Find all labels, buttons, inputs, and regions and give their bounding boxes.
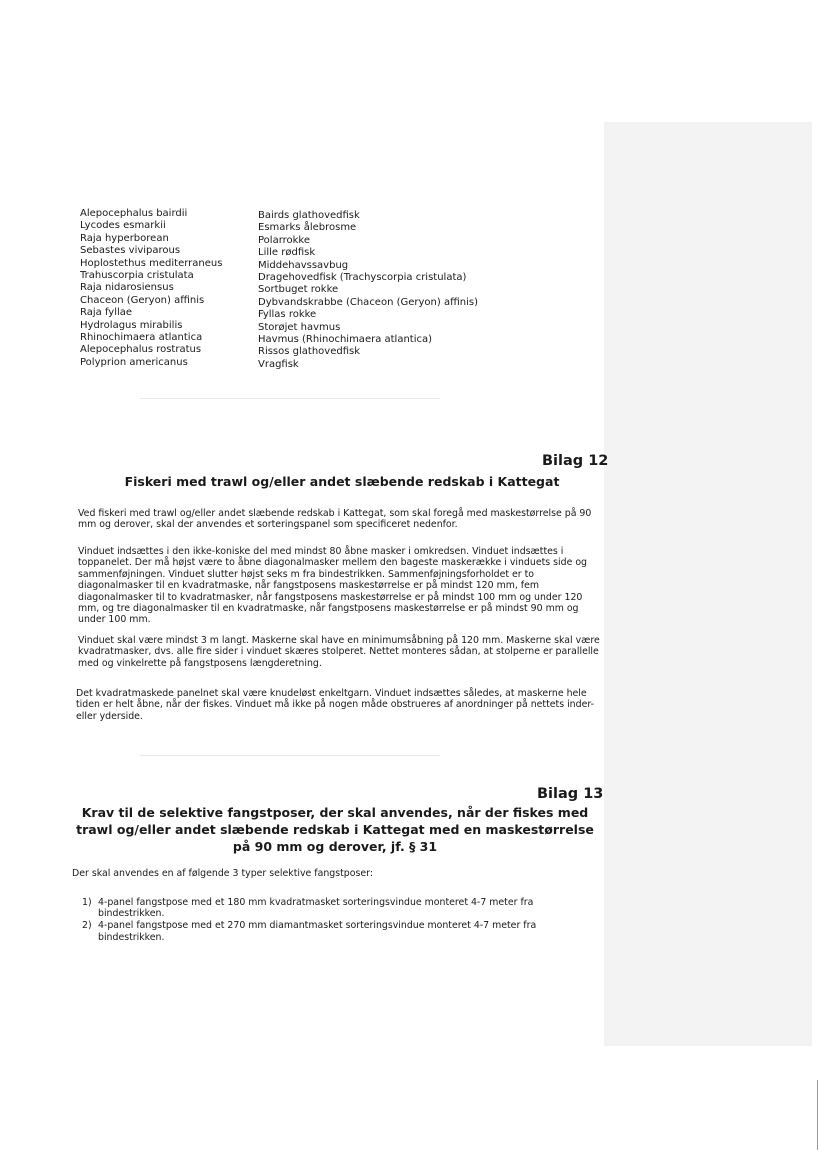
- danish-name: Rissos glathovedfisk: [258, 346, 361, 358]
- danish-name: Middehavssavbug: [258, 259, 349, 271]
- latin-name: Rhinochimaera atlantica: [80, 332, 203, 344]
- divider: [140, 755, 440, 756]
- latin-name: Raja fyllae: [80, 307, 133, 319]
- bilag-12-paragraph-3: Vinduet skal være mindst 3 m langt. Maskerne skal have en minimumsåbning på 120 mm. Maskerne skal være kvadratmasker, dvs. alle fire sider i vinduet skæres stolperet. Nettet monteres sådan, at stolperne er parallelle med og vinkelrette på fangstposens længderetning.: [78, 635, 600, 669]
- danish-name: Sortbuget rokke: [258, 284, 339, 296]
- list-item: [72, 920, 542, 942]
- bilag-12-title: Fiskeri med trawl og/eller andet slæbende redskab i Kattegat: [124, 474, 560, 489]
- danish-names-column: [258, 210, 558, 371]
- latin-name: Alepocephalus bairdii: [80, 208, 188, 219]
- danish-name: Dragehovedfisk (Trachyscorpia cristulata): [258, 272, 467, 284]
- bilag-13-list: [72, 897, 542, 944]
- latin-names-column: [80, 208, 250, 369]
- bilag-12-paragraph-2: Vinduet indsættes i den ikke-koniske del med mindst 80 åbne masker i omkredsen. Vinduet indsættes i toppanelet. Der må højst være to åbne diagonalmasker mellem den bageste maskerække i vinduets side og sammenføjningen. Vinduet slutter højst seks m fra bindestrikken. Sammenføjningsforholdet er to diagonalmasker til en kvadratmaske, når fangstposens maskestørrelse er på mindst 120 mm, fem diagonalmasker til to kvadratmasker, når fangstposens maskestørrelse er på mindst 100 mm og under 120 mm, og tre diagonalmasker til en kvadratmaske, når fangstposens maskestørrelse er på mindst 90 mm og under 100 mm.: [78, 546, 588, 626]
- list-item: [72, 897, 542, 919]
- list-item-number: 1): [82, 897, 92, 908]
- bilag-12-paragraph-4: Det kvadratmaskede panelnet skal være knudeløst enkeltgarn. Vinduet indsættes således, at maskerne hele tiden er helt åbne, når der fiskes. Vinduet må ikke på nogen måde obstrueres af anordninger på nettets inder- eller yderside.: [76, 688, 594, 722]
- latin-name: Sebastes viviparous: [80, 245, 181, 257]
- scan-shadow: [604, 122, 812, 1046]
- latin-name: Hydrolagus mirabilis: [80, 319, 183, 331]
- danish-name: Polarrokke: [258, 234, 311, 246]
- danish-name: Dybvandskrabbe (Chaceon (Geryon) affinis): [258, 296, 478, 308]
- latin-name: Hoplostethus mediterraneus: [80, 257, 223, 269]
- danish-name: Lille rødfisk: [258, 247, 316, 259]
- danish-name: Havmus (Rhinochimaera atlantica): [258, 334, 433, 346]
- latin-name: Alepocephalus rostratus: [80, 344, 202, 356]
- divider: [140, 398, 440, 399]
- bilag-13-intro: Der skal anvendes en af følgende 3 typer selektive fangstposer:: [72, 868, 373, 879]
- latin-name: Lycodes esmarkii: [80, 220, 166, 232]
- bilag-13-number: Bilag 13: [537, 786, 604, 802]
- danish-name: Fyllas rokke: [258, 309, 317, 321]
- bilag-13-title: Krav til de selektive fangstposer, der skal anvendes, når der fiskes med trawl og/eller andet slæbende redskab i Kattegat med en maskestørrelse på 90 mm og derover, jf. § 31: [76, 805, 594, 854]
- latin-name: Raja nidarosiensus: [80, 282, 174, 294]
- list-item-text: 4-panel fangstpose med et 270 mm diamantmasket sorteringsvindue monteret 4-7 meter fra bindestrikken.: [98, 920, 537, 943]
- bilag-12-paragraph-1: Ved fiskeri med trawl og/eller andet slæbende redskab i Kattegat, som skal foregå med maskestørrelse på 90 mm og derover, skal der anvendes et sorteringspanel som specificeret nedenfor.: [78, 508, 592, 531]
- latin-name: Polyprion americanus: [80, 356, 188, 368]
- latin-name: Raja hyperborean: [80, 232, 169, 244]
- list-item-text: 4-panel fangstpose med et 180 mm kvadratmasket sorteringsvindue monteret 4-7 meter fra bindestrikken.: [98, 897, 534, 920]
- bilag-12-number: Bilag 12: [542, 453, 609, 469]
- danish-name: Storøjet havmus: [258, 321, 341, 333]
- latin-name: Trahuscorpia cristulata: [80, 270, 194, 282]
- danish-name: Bairds glathovedfisk: [258, 210, 360, 221]
- scan-edge-line: [817, 1080, 818, 1150]
- danish-name: Vragfisk: [258, 358, 299, 370]
- latin-name: Chaceon (Geryon) affinis: [80, 294, 205, 306]
- list-item-number: 2): [82, 920, 92, 932]
- danish-name: Esmarks ålebrosme: [258, 222, 357, 234]
